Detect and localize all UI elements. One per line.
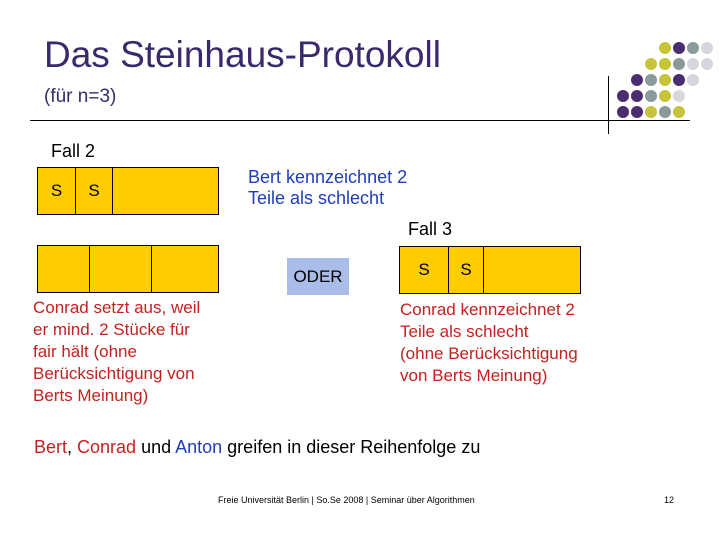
decorative-dot (659, 90, 671, 102)
piece-2: S (76, 168, 113, 214)
decorative-dot (673, 90, 685, 102)
note-line: Conrad kennzeichnet 2 (400, 300, 575, 319)
decorative-dot (659, 42, 671, 54)
piece-1: S (38, 168, 76, 214)
piece-1: S (400, 247, 449, 293)
decorative-dot (673, 58, 685, 70)
slide-title: Das Steinhaus-Protokoll (44, 34, 441, 75)
note-line: fair hält (ohne (33, 342, 137, 361)
decorative-dot (673, 42, 685, 54)
decorative-dot (645, 90, 657, 102)
note-line: Berücksichtigung von (33, 364, 195, 383)
name-bert: Bert (34, 437, 68, 457)
decorative-dot (659, 74, 671, 86)
decorative-dot (631, 74, 643, 86)
name-anton: Anton (175, 437, 223, 457)
decorative-dot (645, 106, 657, 118)
piece-2 (90, 246, 152, 292)
decorative-dot (659, 106, 671, 118)
cake-strip-conrad (399, 246, 581, 294)
decorative-dot (687, 74, 699, 86)
vertical-rule (608, 76, 609, 134)
conrad-skip-note (33, 297, 200, 407)
piece-1 (38, 246, 90, 292)
decorative-dot (687, 42, 699, 54)
name-conrad: Conrad (77, 437, 137, 457)
decorative-dot-grid (615, 38, 715, 128)
conrad-mark-note (400, 299, 578, 387)
decorative-dot (659, 58, 671, 70)
piece-3 (113, 168, 218, 214)
decorative-dot (673, 106, 685, 118)
cake-strip-marked (37, 167, 219, 215)
note-line: von Berts Meinung) (400, 366, 548, 385)
note-line: Teile als schlecht (400, 322, 529, 341)
decorative-dot (645, 74, 657, 86)
decorative-dot (701, 58, 713, 70)
piece-2: S (449, 247, 484, 293)
cake-strip-unmarked (37, 245, 219, 293)
decorative-dot (631, 106, 643, 118)
decorative-dot (631, 90, 643, 102)
bert-note (248, 167, 407, 209)
title-rule (30, 120, 690, 121)
oder-box: ODER (287, 258, 349, 295)
footer: Freie Universität Berlin | So.Se 2008 | Seminar über Algorithmen (218, 495, 475, 505)
separator: , (67, 437, 78, 457)
decorative-dot (701, 42, 713, 54)
page-number: 12 (664, 495, 675, 505)
bert-note-line: Teile als schlecht (248, 188, 385, 208)
decorative-dot (673, 74, 685, 86)
decorative-dot (617, 90, 629, 102)
decorative-dot (687, 58, 699, 70)
note-line: Berts Meinung) (33, 386, 149, 405)
note-line: er mind. 2 Stücke für (33, 320, 190, 339)
piece-3 (152, 246, 218, 292)
slide-subtitle: (für n=3) (44, 86, 117, 107)
decorative-dot (645, 58, 657, 70)
note-line: (ohne Berücksichtigung (400, 344, 578, 363)
separator: und (136, 437, 176, 457)
decorative-dot (617, 106, 629, 118)
bert-note-line: Bert kennzeichnet 2 (248, 167, 408, 187)
piece-3 (484, 247, 580, 293)
summary-line (34, 437, 480, 458)
summary-rest: greifen in dieser Reihenfolge zu (222, 437, 481, 457)
fall-3-label: Fall 3 (408, 219, 453, 239)
fall-2-label: Fall 2 (51, 141, 96, 161)
note-line: Conrad setzt aus, weil (33, 298, 201, 317)
